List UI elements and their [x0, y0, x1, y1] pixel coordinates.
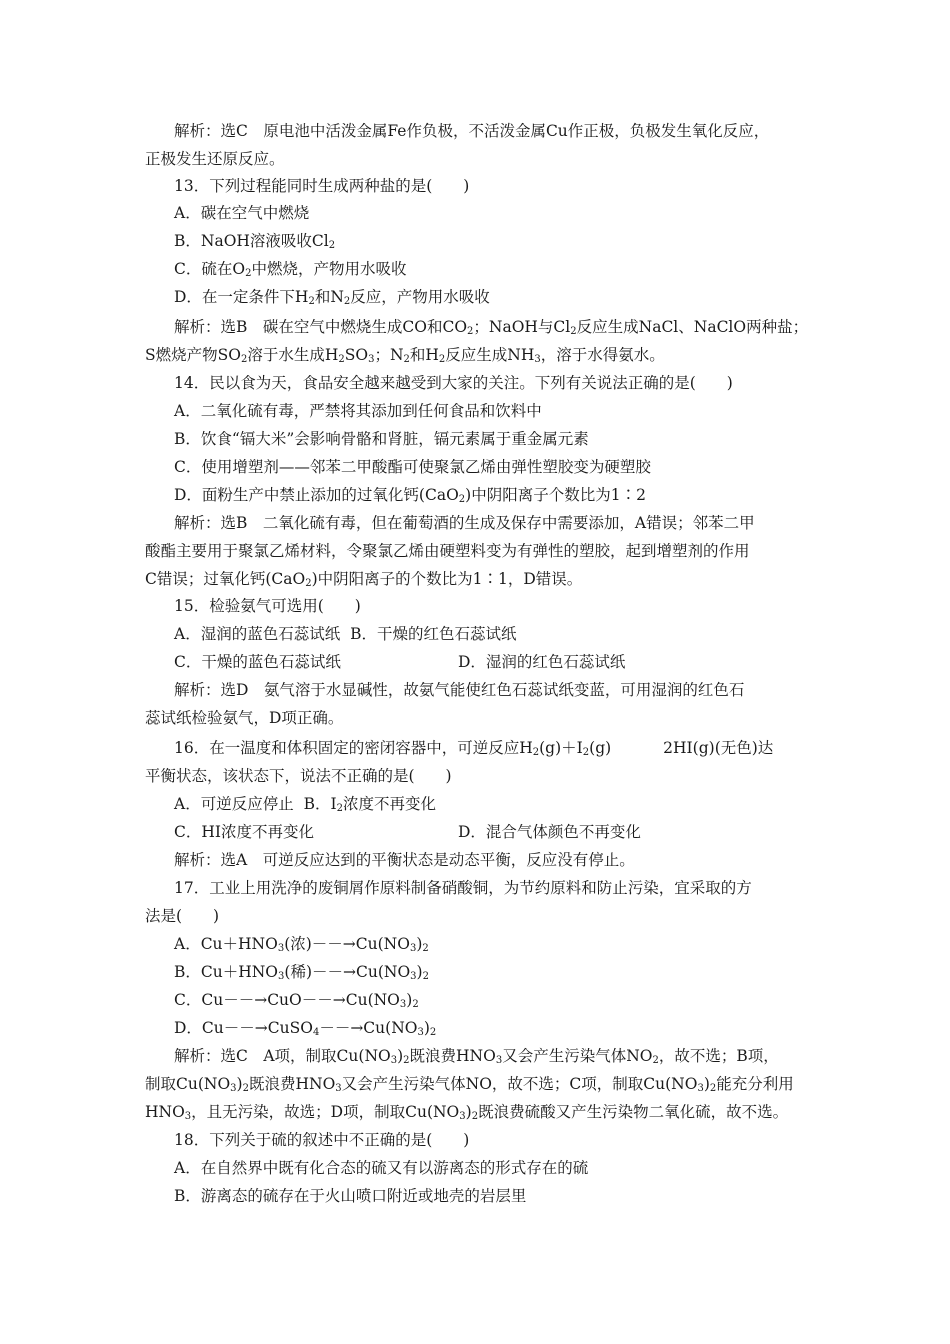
q17-explanation-line3: $HNO_3$，且无污染，故选；D项，制取$Cu(NO_3)_2$既浪费硫酸又产生污染物二氧化硫，故不选。 [145, 1103, 789, 1122]
q15-explanation-line2: 蕊试纸检验氨气，D项正确。 [145, 709, 344, 727]
q17-option-c: C．$Cu--\to CuO--\to Cu(NO_3)_2$ [174, 991, 419, 1010]
q12-explanation-line2: 正极发生还原反应。 [145, 150, 285, 168]
q17-option-d: D．$Cu--\to CuSO_4--\to Cu(NO_3)_2$ [174, 1019, 437, 1038]
q14-option-a: A．二氧化硫有毒，严禁将其添加到任何食品和饮料中 [174, 402, 542, 420]
q13-stem: 13．下列过程能同时生成两种盐的是( ) [174, 177, 470, 195]
q14-option-c: C．使用增塑剂——邻苯二甲酸酯可使聚氯乙烯由弹性塑胶变为硬塑胶 [174, 458, 651, 476]
q17-explanation-line1: 解析：选C A项，制取$Cu(NO_3)_2$既浪费$HNO_3$又会产生污染气体$NO_2$，故不选；B项， [174, 1047, 779, 1066]
q13-explanation-line1: 解析：选B 碳在空气中燃烧生成CO和$CO_2$；NaOH与$Cl_2$反应生成NaCl、NaClO两种盐； [174, 318, 809, 337]
q14-explanation-line1: 解析：选B 二氧化硫有毒，但在葡萄酒的生成及保存中需要添加，A错误；邻苯二甲 [174, 514, 755, 532]
q16-stem-line1: 16．在一温度和体积固定的密闭容器中，可逆反应$H_2(g)+I_2(g)$ 2HI(g)(无色)达 [174, 739, 774, 758]
q18-stem: 18．下列关于硫的叙述中不正确的是( ) [174, 1131, 470, 1149]
q17-stem-line2: 法是( ) [145, 907, 220, 925]
q16-stem-line2: 平衡状态，该状态下，说法不正确的是( ) [145, 767, 452, 785]
q17-option-a: A．$Cu+HNO_3$(浓)$--\to Cu(NO_3)_2$ [174, 935, 429, 954]
q16-explanation: 解析：选A 可逆反应达到的平衡状态是动态平衡，反应没有停止。 [174, 851, 635, 869]
q14-option-d: D．面粉生产中禁止添加的过氧化钙(CaO$_2$)中阴阳离子个数比为1∶2 [174, 486, 646, 505]
q13-option-a: A．碳在空气中燃烧 [174, 204, 310, 222]
q16-options-ab: A．可逆反应停止 B．$I_2$浓度不再变化 [174, 795, 436, 814]
q13-option-c: C．硫在$O_2$中燃烧，产物用水吸收 [174, 260, 407, 279]
q15-stem: 15．检验氨气可选用( ) [174, 597, 361, 615]
q13-explanation-line2: S燃烧产物$SO_2$溶于水生成$H_2SO_3$；$N_2$和$H_2$反应生成$NH_3$，溶于水得氨水。 [145, 346, 665, 365]
q16-option-c: C．HI浓度不再变化 [174, 823, 315, 841]
q14-explanation-line2: 酸酯主要用于聚氯乙烯材料，令聚氯乙烯由硬塑料变为有弹性的塑胶，起到增塑剂的作用 [145, 542, 750, 560]
q12-explanation-line1: 解析：选C 原电池中活泼金属Fe作负极，不活泼金属Cu作正极，负极发生氧化反应， [174, 122, 770, 140]
q18-option-b: B．游离态的硫存在于火山喷口附近或地壳的岩层里 [174, 1187, 527, 1205]
q17-option-b: B．$Cu+HNO_3$(稀)$--\to Cu(NO_3)_2$ [174, 963, 429, 982]
q14-stem: 14．民以食为天，食品安全越来越受到大家的关注。下列有关说法正确的是( ) [174, 374, 733, 392]
q15-option-d: D．湿润的红色石蕊试纸 [458, 653, 626, 671]
q14-explanation-line3: C错误；过氧化钙(CaO$_2$)中阴阳离子的个数比为1∶1，D错误。 [145, 570, 583, 589]
q17-explanation-line2: 制取$Cu(NO_3)_2$既浪费$HNO_3$又会产生污染气体NO，故不选；C项，制取$Cu(NO_3)_2$能充分利用 [145, 1075, 794, 1094]
q13-option-d: D．在一定条件下$H_2$和$N_2$反应，产物用水吸收 [174, 288, 490, 307]
q16-option-d: D．混合气体颜色不再变化 [458, 823, 641, 841]
q13-option-b: B．NaOH溶液吸收$Cl_2$ [174, 232, 336, 251]
q15-options-ab: A．湿润的蓝色石蕊试纸 B．干燥的红色石蕊试纸 [174, 625, 517, 643]
q17-stem-line1: 17．工业上用洗净的废铜屑作原料制备硝酸铜，为节约原料和防止污染，宜采取的方 [174, 879, 752, 897]
q18-option-a: A．在自然界中既有化合态的硫又有以游离态的形式存在的硫 [174, 1159, 589, 1177]
q15-option-c: C．干燥的蓝色石蕊试纸 [174, 653, 341, 671]
q15-explanation-line1: 解析：选D 氨气溶于水显碱性，故氨气能使红色石蕊试纸变蓝，可用湿润的红色石 [174, 681, 745, 699]
q14-option-b: B．饮食“镉大米”会影响骨骼和肾脏，镉元素属于重金属元素 [174, 430, 589, 448]
